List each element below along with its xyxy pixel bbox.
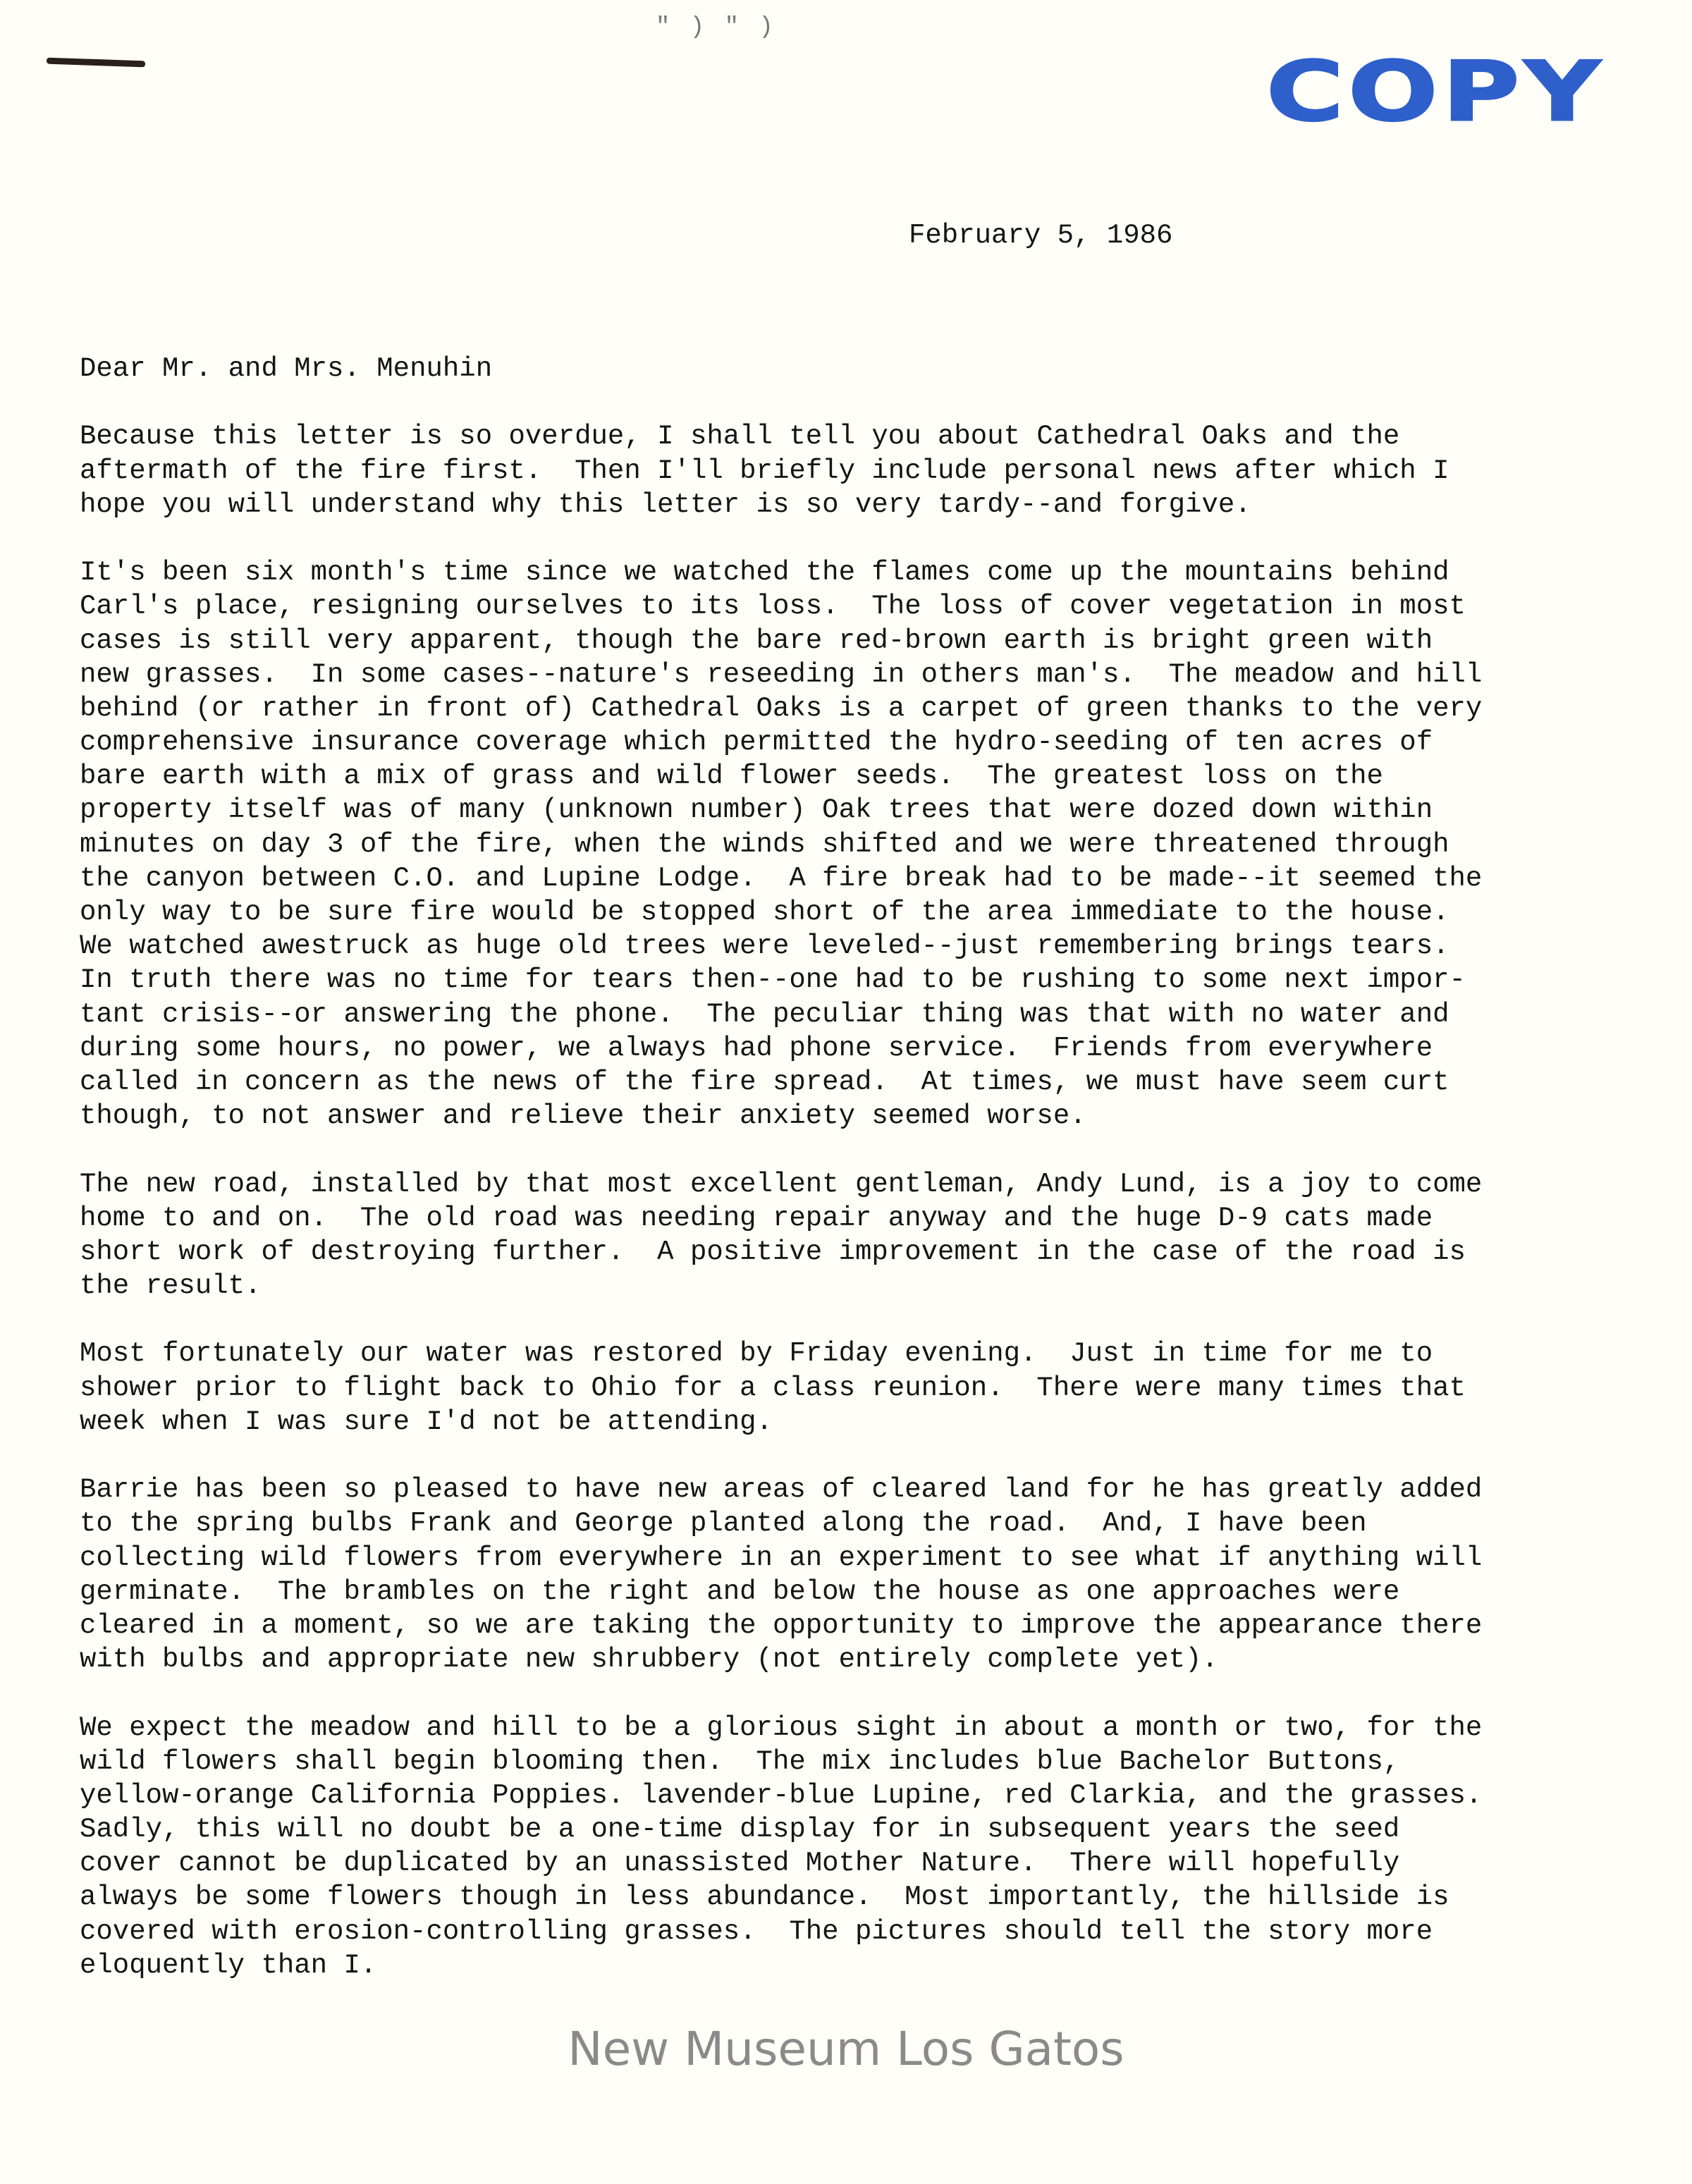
text-line: Carl's place, resigning ourselves to its loss. The loss of cover vegetation in most [80,591,1466,622]
text-line: the result. [80,1270,262,1302]
copy-stamp: COPY [1266,44,1605,140]
text-line: cases is still very apparent, though the bare red-brown earth is bright green with [80,625,1433,656]
text-line: during some hours, no power, we always had phone service. Friends from everywhere [80,1032,1433,1064]
text-line: cleared in a moment, so we are taking the opportunity to improve the appearance there [80,1609,1483,1641]
text-line: tant crisis--or answering the phone. The peculiar thing was that with no water and [80,998,1449,1030]
text-line: hope you will understand why this letter is so very tardy--and forgive. [80,489,1251,520]
text-line: home to and on. The old road was needing repair anyway and the huge D-9 cats made [80,1202,1433,1234]
text-line: to the spring bulbs Frank and George planted along the road. And, I have been [80,1508,1367,1540]
text-line: Most fortunately our water was restored by Friday evening. Just in time for me to [80,1338,1433,1370]
text-line: yellow-orange California Poppies. lavender-blue Lupine, red Clarkia, and the grasses. [80,1779,1483,1811]
text-line: collecting wild flowers from everywhere in an experiment to see what if anything will [80,1542,1483,1573]
text-line: It's been six month's time since we watched the flames come up the mountains behind [80,557,1449,589]
text-line: eloquently than I. [80,1949,377,1981]
text-line: bare earth with a mix of grass and wild flower seeds. The greatest loss on the [80,761,1383,792]
salutation-text: Dear Mr. and Mrs. Menuhin [80,353,493,384]
text-line: We watched awestruck as huge old trees were leveled--just remembering brings tears. [80,931,1449,962]
text-line: Sadly, this will no doubt be a one-time display for in subsequent years the seed [80,1814,1400,1846]
text-line: behind (or rather in front of) Cathedral Oaks is a carpet of green thanks to the very [80,692,1483,724]
text-line: Barrie has been so pleased to have new areas of cleared land for he has greatly added [80,1474,1483,1506]
paragraph [80,1473,1631,1676]
text-line: The new road, installed by that most excellent gentleman, Andy Lund, is a joy to come [80,1168,1483,1200]
paragraph [80,1337,1631,1439]
text-line: always be some flowers though in less abundance. Most importantly, the hillside is [80,1882,1449,1913]
text-line: In truth there was no time for tears then--one had to be rushing to some next impor- [80,964,1466,996]
paragraph [80,1711,1631,1983]
museum-watermark: New Museum Los Gatos [568,2022,1124,2076]
letter-date: February 5, 1986 [909,220,1173,251]
text-line: We expect the meadow and hill to be a glorious sight in about a month or two, for the [80,1712,1483,1743]
text-line: week when I was sure I'd not be attending. [80,1406,773,1437]
text-line: the canyon between C.O. and Lupine Lodge. A fire break had to be made--it seemed the [80,862,1483,894]
paragraph [80,1167,1631,1303]
text-line: covered with erosion-controlling grasses. The pictures should tell the story more [80,1915,1433,1947]
text-line: aftermath of the fire first. Then I'll briefly include personal news after which I [80,455,1449,486]
text-line: though, to not answer and relieve their anxiety seemed worse. [80,1100,1086,1132]
text-line: minutes on day 3 of the fire, when the winds shifted and we were threatened through [80,828,1449,860]
text-line: cover cannot be duplicated by an unassisted Mother Nature. There will hopefully [80,1848,1400,1879]
paragraph [80,556,1631,1133]
text-line: germinate. The brambles on the right and below the house as one approaches were [80,1576,1400,1607]
text-line: Because this letter is so overdue, I shall tell you about Cathedral Oaks and the [80,421,1400,453]
text-line: wild flowers shall begin blooming then. The mix includes blue Bachelor Buttons, [80,1746,1400,1777]
text-line: only way to be sure fire would be stopped short of the area immediate to the house. [80,897,1449,928]
letter-body [80,352,1631,2016]
staple-mark [47,58,145,68]
salutation [80,352,1631,386]
text-line: property itself was of many (unknown number) Oak trees that were dozed down within [80,795,1433,826]
text-line: with bulbs and appropriate new shrubbery (not entirely complete yet). [80,1644,1218,1676]
text-line: new grasses. In some cases--nature's reseeding in others man's. The meadow and hill [80,658,1483,690]
text-line: short work of destroying further. A positive improvement in the case of the road is [80,1236,1466,1268]
text-line: shower prior to flight back to Ohio for a class reunion. There were many times that [80,1372,1466,1404]
top-marks: " ) " ) [656,14,776,41]
text-line: called in concern as the news of the fire spread. At times, we must have seem curt [80,1066,1449,1098]
text-line: comprehensive insurance coverage which permitted the hydro-seeding of ten acres of [80,727,1433,759]
paragraph [80,419,1631,522]
